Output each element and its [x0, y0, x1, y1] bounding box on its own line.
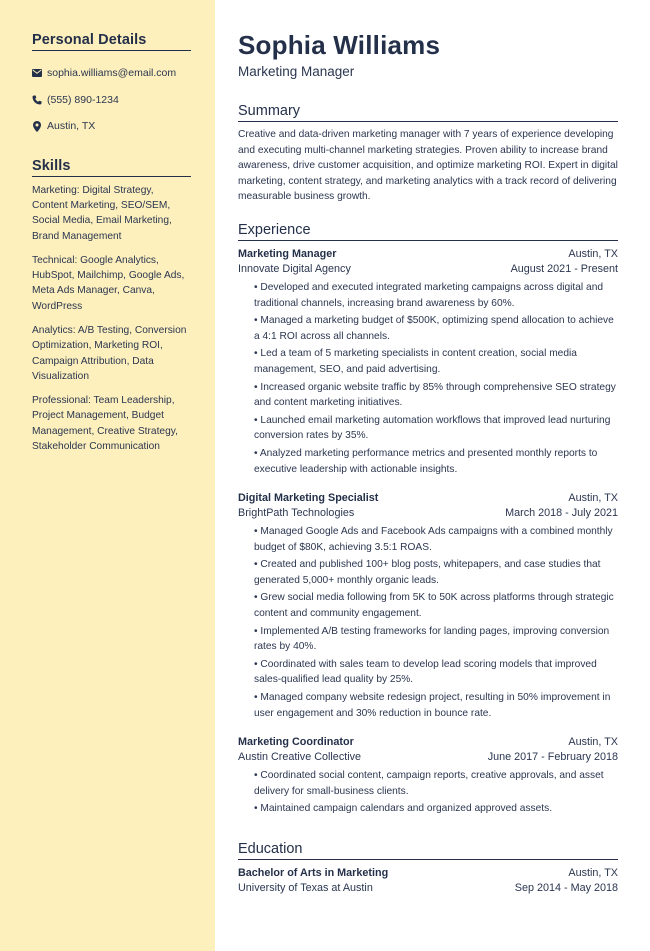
education-section: [238, 841, 618, 896]
candidate-name: Sophia Williams: [238, 30, 441, 60]
job-bullets: [238, 524, 618, 721]
job-dates: August 2021 - Present: [510, 262, 618, 275]
skill-group-professional: Professional: Team Leadership, Project Management, Budget Management, Creative Strategy, Stakeholder Communication: [32, 394, 178, 453]
contact-phone-text: (555) 890-1234: [47, 93, 119, 106]
degree-title: Bachelor of Arts in Marketing: [238, 867, 389, 879]
job-bullet: • Maintained campaign calendars and organized approved assets.: [254, 803, 553, 815]
personal-details-heading: Personal Details: [32, 32, 191, 51]
job-bullet: • Coordinated social content, campaign reports, creative approvals, and asset delivery for small-business clients.: [254, 770, 604, 797]
sidebar: [0, 0, 215, 951]
job-location: Austin, TX: [568, 247, 618, 260]
experience-section: [238, 222, 618, 817]
school-name: University of Texas at Austin: [238, 882, 373, 894]
skills-list: [32, 183, 192, 455]
contact-location: [32, 113, 191, 140]
education-heading: Education: [238, 841, 618, 860]
phone-icon: [32, 94, 42, 105]
job-dates: June 2017 - February 2018: [487, 751, 618, 764]
job-location: Austin, TX: [568, 492, 618, 505]
job-bullet: • Managed company website redesign project, resulting in 50% improvement in user engagement and 30% reduction in bounce rate.: [254, 692, 611, 719]
job-bullet: • Managed Google Ads and Facebook Ads campaigns with a combined monthly budget of $80K, achieving 3.5:1 ROAS.: [254, 526, 613, 553]
education-entry: [238, 866, 618, 896]
experience-heading: Experience: [238, 222, 618, 241]
summary-heading: Summary: [238, 103, 618, 122]
candidate-role: Marketing Manager: [238, 64, 355, 79]
job-location: Austin, TX: [568, 736, 618, 749]
summary-text: Creative and data-driven marketing manager with 7 years of experience developing and executing multi-channel marketing strategies. Proven ability to increase brand awareness, drive customer acquisition, and optimize marketing ROI. Expert in digital marketing, content strategy, and marketing analytics with a track record of delivering measurable business growth.: [238, 129, 618, 203]
job-bullet: • Coordinated with sales team to develop lead scoring models that improved sales-qualified lead quality by 25%.: [254, 658, 597, 686]
job-title: Marketing Manager: [238, 247, 337, 260]
education-dates: Sep 2014 - May 2018: [514, 882, 618, 894]
job-title: Marketing Coordinator: [238, 736, 354, 749]
summary-section: [238, 103, 618, 205]
job-bullet: • Analyzed marketing performance metrics and presented monthly reports to executive leadership with actionable insights.: [254, 447, 598, 475]
job-bullet: • Managed a marketing budget of $500K, optimizing spend allocation to achieve a 4:1 ROI across all channels.: [254, 315, 614, 342]
job-bullet: • Grew social media following from 5K to 50K across platforms through strategic content and community engagement.: [254, 592, 614, 620]
job-bullets: [238, 768, 618, 817]
skill-group-marketing: Marketing: Digital Strategy, Content Marketing, SEO/SEM, Social Media, Email Marketing, Brand Management: [32, 184, 172, 242]
job-title: Digital Marketing Specialist: [238, 492, 379, 505]
job-dates: March 2018 - July 2021: [505, 507, 618, 520]
location-icon: [32, 121, 42, 132]
contact-list: [32, 60, 191, 140]
job-bullet: • Led a team of 5 marketing specialists in content creation, social media management, SEO, and paid advertising.: [254, 348, 577, 375]
job-bullet: • Developed and executed integrated marketing campaigns across digital and traditional channels, increasing brand awareness by 60%.: [254, 281, 604, 309]
job-company: Innovate Digital Agency: [238, 262, 351, 275]
email-icon: [32, 68, 42, 79]
main-content: [238, 0, 618, 951]
job-bullet: • Implemented A/B testing frameworks for landing pages, improving conversion rates by 40%.: [254, 625, 610, 653]
skill-group-technical: Technical: Google Analytics, HubSpot, Mailchimp, Google Ads, Meta Ads Manager, Canva, WordPress: [32, 254, 185, 312]
education-location: Austin, TX: [568, 867, 618, 879]
job-company: Austin Creative Collective: [238, 751, 362, 764]
contact-email-text: sophia.williams@email.com: [47, 67, 177, 80]
job-bullet: • Created and published 100+ blog posts, whitepapers, and case studies that generated 5,000+ monthly organic leads.: [254, 559, 601, 586]
contact-phone[interactable]: [32, 87, 191, 114]
contact-location-text: Austin, TX: [47, 120, 96, 133]
job-entry: [238, 491, 618, 721]
job-bullet: • Launched email marketing automation workflows that improved lead nurturing conversion rates by 35%.: [254, 414, 611, 442]
job-entry: [238, 247, 618, 477]
skills-heading: Skills: [32, 158, 191, 177]
job-company: BrightPath Technologies: [238, 507, 355, 520]
job-bullets: [238, 280, 618, 477]
job-bullet: • Increased organic website traffic by 85% through comprehensive SEO strategy and content marketing initiatives.: [254, 381, 616, 409]
job-entry: [238, 735, 618, 817]
contact-email[interactable]: [32, 60, 191, 87]
skill-group-analytics: Analytics: A/B Testing, Conversion Optimization, Marketing ROI, Campaign Attribution, Data Visualization: [32, 324, 187, 382]
